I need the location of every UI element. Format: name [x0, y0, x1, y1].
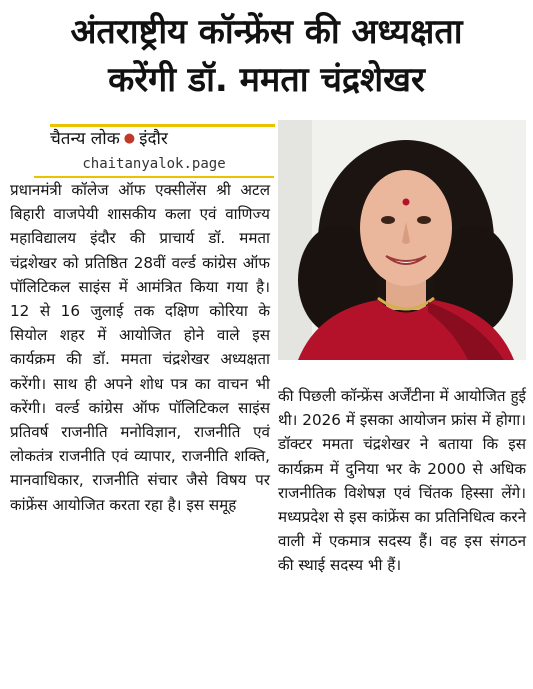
- brand-name-right: इंदौर: [139, 129, 168, 149]
- brand-name-left: चैतन्य लोक: [50, 129, 120, 149]
- brand-logo: [50, 127, 250, 151]
- brand-dot-icon: ●: [123, 131, 136, 146]
- headline-line-2: करेंगी डॉ. ममता चंद्रशेखर: [108, 60, 425, 100]
- website-url: chaitanyalok.page: [34, 152, 274, 178]
- headline-line-1: अंतराष्ट्रीय कॉन्फ्रेंस की अध्यक्षता: [70, 12, 463, 52]
- portrait-illustration: [278, 120, 526, 360]
- article-column-right: की पिछली कॉन्फ्रेंस अर्जेंटीना में आयोजित हुई थी। 2026 में इसका आयोजन फ्रांस में होगा। डॉक्टर ममता चंद्रशेखर ने बताया कि इस कार्यक्रम में दुनिया भर के 2000 से अधिक राजनीतिक विशेषज्ञ एवं चिंतक हिस्सा लेंगे। मध्यप्रदेश से इस कांफ्रेंस का प्रतिनिधित्व करने वाली में एकमात्र सदस्य हैं। वह इस संगठन की स्थाई सदस्य भी हैं।: [278, 387, 526, 575]
- headline: [0, 8, 533, 104]
- portrait-photo: [278, 120, 526, 360]
- article-column-left: प्रधानमंत्री कॉलेज ऑफ एक्सीलेंस श्री अटल बिहारी वाजपेयी शासकीय कला एवं वाणिज्य महाविद्यालय इंदौर की प्राचार्य डॉ. ममता चंद्रशेखर को प्रतिष्ठित 28वीं वर्ल्ड कांग्रेस ऑफ पॉलिटिकल साइंस में आमंत्रित किया गया है। 12 से 16 जुलाई तक दक्षिण कोरिया के सियोल शहर में आयोजित होने वाले इस कार्यक्रम की डॉ. ममता चंद्रशेखर अध्यक्षता करेंगी। साथ ही अपने शोध पत्र का वाचन भी करेंगी। वर्ल्ड कांग्रेस ऑफ पॉलिटिकल साइंस प्रतिवर्ष राजनीति मनोविज्ञान, राजनीति एवं लोकतंत्र राजनीति एवं व्यापार, राजनीति शक्ति, मानवाधिकार, राजनीति संचार जैसे विषय पर कांफ्रेंस आयोजित करता रहा है। इस समूह: [10, 181, 270, 514]
